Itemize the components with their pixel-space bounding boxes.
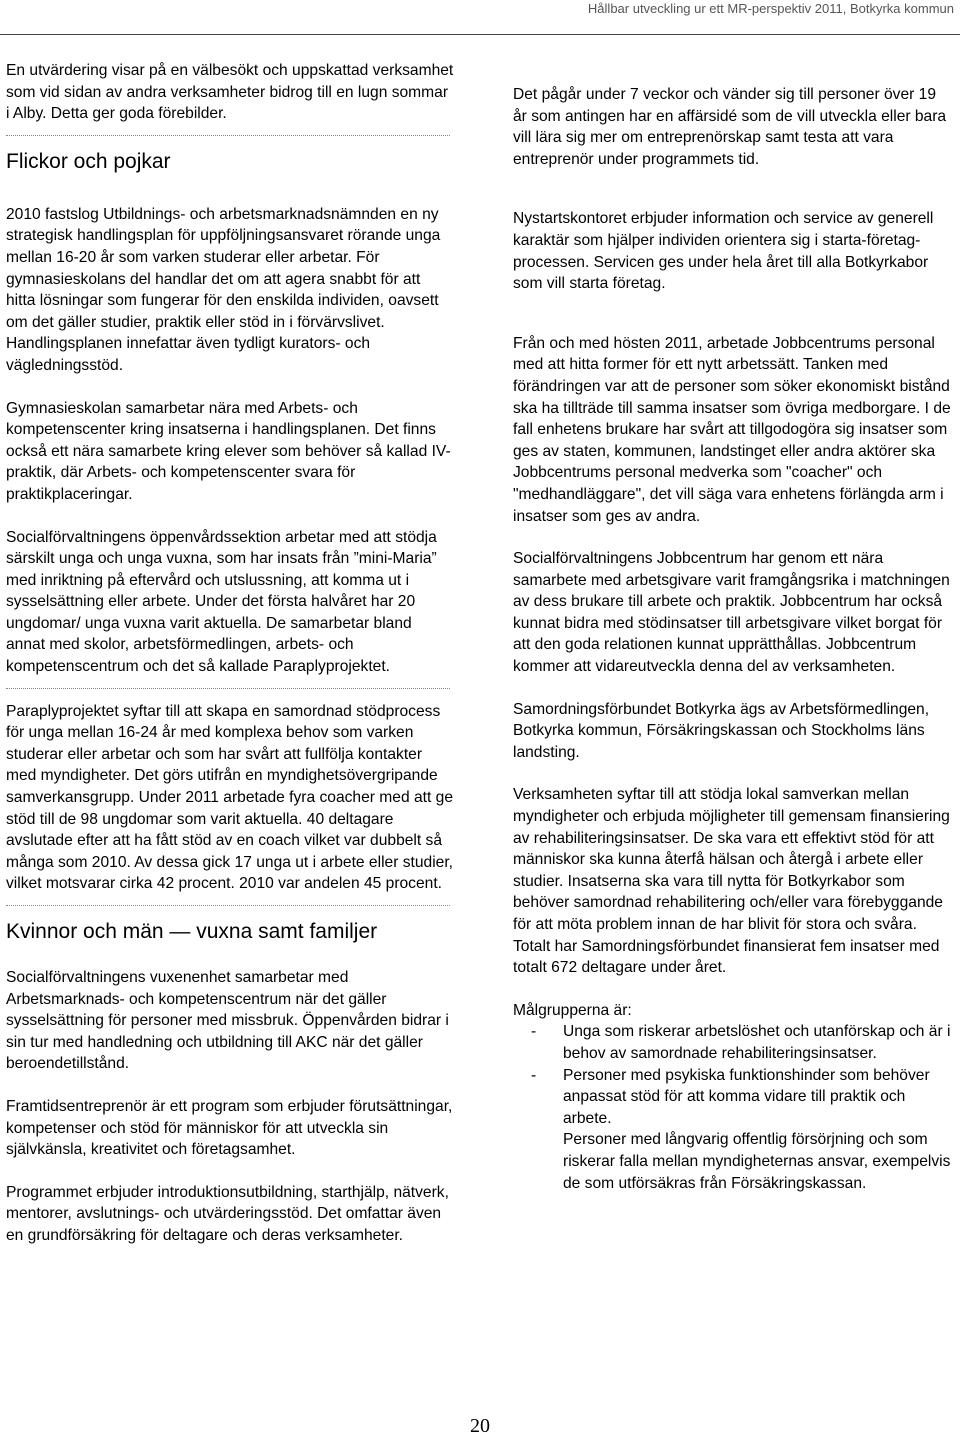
left-column [6, 60, 454, 1247]
paragraph-programmet: Programmet erbjuder introduktionsutbildning, starthjälp, nätverk, mentorer, avslutnings- och utvärderingsstöd. Det omfattar även en grundförsäkring för deltagare och deras verksamheter. [6, 1183, 449, 1244]
target-groups-list [513, 1021, 953, 1129]
list-item-text: Unga som riskerar arbetslöshet och utanförskap och är i behov av samordnade rehabiliteringsinsatser. [563, 1023, 951, 1062]
list-item-text: Personer med psykiska funktionshinder som behöver anpassat stöd för att komma vidare till praktik och arbete. [563, 1066, 930, 1127]
running-header: Hållbar utveckling ur ett MR-perspektiv 2011, Botkyrka kommun [587, 1, 954, 16]
paragraph-samordningsforbundet: Samordningsförbundet Botkyrka ägs av Arbetsförmedlingen, Botkyrka kommun, Försäkringskassan och Stockholms läns landsting. [513, 700, 930, 761]
intro-paragraph: En utvärdering visar på en välbesökt och uppskattad verksamhet som vid sidan av andra verksamheter bidrog till en lugn sommar i Alby. Detta ger goda förebilder. [6, 62, 454, 123]
paragraph-paraplyprojektet: Paraplyprojektet syftar till att skapa en samordnad stödprocess för unga mellan 16-24 år med komplexa behov som varken studerar eller arbetar och som har svårt att fullfölja kontakter med myndigheter. Det görs utifrån en myndighetsövergripande samverkansgrupp. Under 2011 arbetade fyra coacher med att ge stöd till de 98 ungdomar som varit aktuella. 40 deltagare avslutade efter att ha fått stöd av en coach vilket var dubbelt så många som 2010. Av dessa gick 17 unga ut i arbete eller studier, vilket motsvarar cirka 42 procent. 2010 var andelen 45 procent. [6, 702, 454, 893]
section-heading-flickor-och-pojkar: Flickor och pojkar [6, 149, 171, 173]
paragraph-jobbcentrum-samarbete: Socialförvaltningens Jobbcentrum har genom ett nära samarbete med arbetsgivare varit framgångsrika i matchningen av dess brukare till arbete och praktik. Jobbcentrum har också kunnat bidra med stödinsatser till arbetsgivare vilket borgat för att den goda relationen kunnat upprätthållas. Jobbcentrum kommer att vidareutveckla denna del av verksamheten. [513, 550, 950, 676]
section-heading-kvinnor-och-man: Kvinnor och män — vuxna samt familjer [6, 920, 378, 943]
paragraph-jobbcentrum-arbetssatt: Från och med hösten 2011, arbetade Jobbcentrums personal med att hitta former för ett nytt arbetssätt. Tanken med förändringen var att de personer som söker ekonomiskt bistånd ska ha tillträde till samma insatser som övriga medborgare. I de fall enhetens brukare har svårt att tillgodogöra sig insatser som ges av staten, kommunen, landstinget eller andra aktörer ska Jobbcentrums personal medverka som "coacher" och "medhandläggare", det vill säga vara enhetens förlängda arm i insatser som ges av andra. [513, 334, 951, 525]
paragraph-vuxenenhet: Socialförvaltningens vuxenenhet samarbetar med Arbetsmarknads- och kompetenscentrum när det gäller sysselsättning för personer med missbruk. Öppenvården bidrar i sin tur med handledning och utbildning till AKC när det gäller beroendetillstånd. [6, 969, 449, 1073]
section-divider [6, 688, 450, 689]
right-column [513, 84, 953, 1194]
paragraph-nystartskontoret: Nystartskontoret erbjuder information och service av generell karaktär som hjälper individen orientera sig i starta-företag-processen. Servicen ges under hela året till alla Botkyrkabor som vill starta företag. [513, 210, 934, 293]
paragraph-gymnasieskolan: Gymnasieskolan samarbetar nära med Arbets- och kompetenscenter kring insatserna i handlingsplanen. Det finns också ett nära samarbete kring elever som behöver så kallad IV-praktik, där Arbets- och kompetenscenter svara för praktikplaceringar. [6, 399, 451, 503]
paragraph-handlingsplan: 2010 fastslog Utbildnings- och arbetsmarknadsnämnden en ny strategisk handlingsplan för uppföljningsansvaret rörande unga mellan 16-20 år som varken studerar eller arbetar. För gymnasieskolans del handlar det om att agera snabbt för att hitta lösningar som fungerar för den enskilda individen, oavsett om det gäller studier, praktik eller stöd in i förvärvslivet. Handlingsplanen innefattar även tydligt kurators- och vägledningsstöd. [6, 205, 441, 374]
page-number: 20 [470, 1415, 490, 1437]
list-item [513, 1065, 953, 1130]
list-dash: - [531, 1023, 537, 1041]
paragraph-framtidsentreprenor: Framtidsentreprenör är ett program som erbjuder förutsättningar, kompetenser och stöd för människor för att utveckla sin självkänsla, kreativitet och företagsamhet. [6, 1097, 453, 1159]
paragraph-programtid: Det pågår under 7 veckor och vänder sig till personer över 19 år som antingen har en affärsidé som de vill utveckla eller bara vill lära sig mer om entreprenörskap samt testa att vara entreprenör under programmets tid. [513, 86, 947, 168]
list-continuation: Personer med långvarig offentlig försörjning och som riskerar falla mellan myndigheternas ansvar, exempelvis de som utförsäkras från Försäkringskassan. [563, 1131, 951, 1192]
section-divider [6, 135, 450, 136]
paragraph-oppenvard: Socialförvaltningens öppenvårdssektion arbetar med att stödja särskilt unga och unga vuxna, som har insats från ”mini-Maria” med inriktning på eftervård och utslussning, att komma ut i sysselsättning eller arbete. Under det första halvåret har 20 ungdomar/ unga vuxna varit aktuella. De samarbetar bland annat med skolor, arbetsförmedlingen, arbets- och kompetenscentrum och det så kallade Paraplyprojektet. [6, 528, 437, 676]
paragraph-verksamheten: Verksamheten syftar till att stödja lokal samverkan mellan myndigheter och erbjuda möjligheter till gemensam finansiering av rehabiliteringsinsatser. De ska vara ett effektivt stöd för att människor ska kunna återfå hälsan och återgå i arbete eller studier. Insatserna ska vara till nytta för Botkyrkabor som behöver samordnad rehabilitering och/eller vara förebyggande för att möta problem innan de har blivit för stora och svåra. Totalt har Samordningsförbundet finansierat fem insatser med totalt 672 deltagare under året. [513, 786, 950, 977]
header-rule [0, 34, 960, 35]
list-dash: - [531, 1066, 537, 1084]
target-groups-heading: Målgrupperna är: [513, 1001, 632, 1019]
list-item [513, 1021, 953, 1064]
section-divider [6, 905, 450, 906]
